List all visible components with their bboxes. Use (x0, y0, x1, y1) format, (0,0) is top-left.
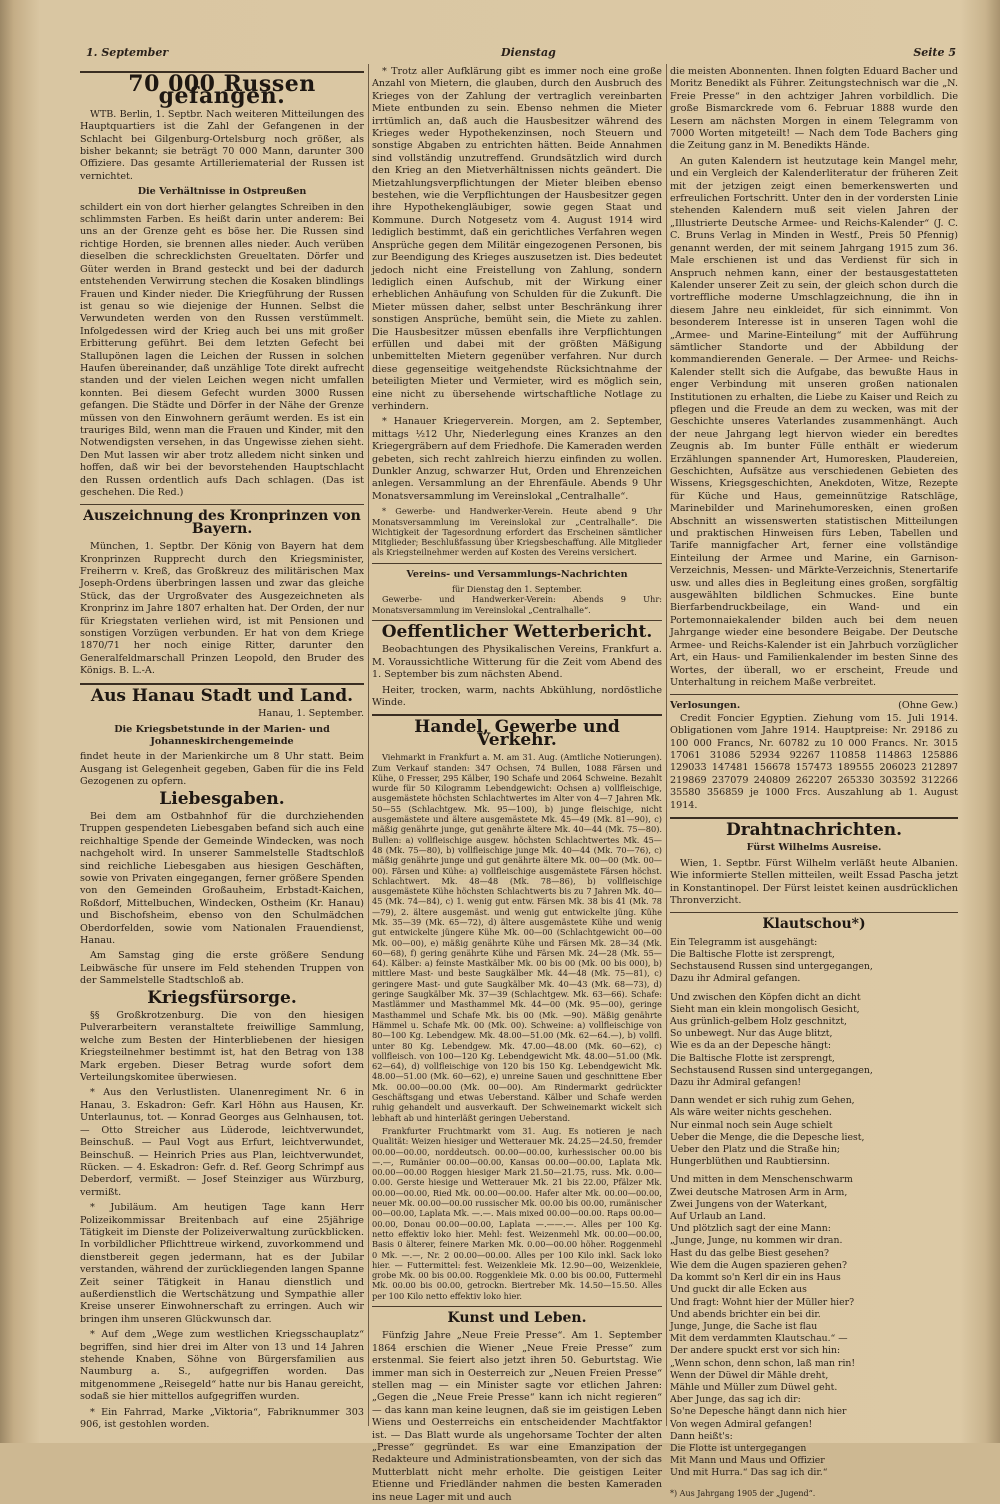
poem (670, 937, 958, 1480)
article-text: München, 1. Septbr. Der König von Bayern hat dem Kronprinzen Rupprecht durch den Kriegsminister, Freiherrn v. Kreß, das Großkreuz des militärischen Max Joseph-Ordens überbringen lassen und zwar das gleiche Stück, das der Urgroßvater des Ausgezeichneten als Kronprinz im Jahre 1807 erhalten hat. Der Orden, der nur für Kriegstaten verliehen wird, ist mit Pensionen und sonstigen Vorzügen verbunden. Er hat von dem Kriege 1870/71 her noch einige Ritter, darunter den Generalfeldmarschall Prinzen Leopold, den Bruder des Königs. B. L.-A. (80, 541, 364, 677)
article-text: Bei dem am Ostbahnhof für die durchziehenden Truppen gespendeten Liebesgaben befand sich auch eine reichhaltige Spende der Gemeinde Windecken, was noch nachgeholt wird. In unserer Sammelstelle Stadtschloß sind reichliche Liebesgaben aus hiesigen Geschäften, sowie von Privaten eingegangen, ferner größere Spenden von den Gemeinden Großauheim, Erbstadt-Kaichen, Roßdorf, Mittelbuchen, Windecken, Ostheim (Kr. Hanau) und Bischofsheim, ebenso von den Schulmädchen Oberdorfelden, sowie vom Nationalen Frauendienst, Hanau. (80, 810, 364, 946)
article-text: * Ein Fahrrad, Marke „Viktoria“, Fabriknummer 303 906, ist gestohlen worden. (80, 1406, 364, 1431)
lottery-heading (670, 700, 958, 712)
rule (80, 683, 364, 685)
headline-russen-gefangen: 70 000 Russen gefangen. (128, 71, 316, 110)
header-day: Dienstag (501, 46, 556, 59)
poem-line: Dann wendet er sich ruhig zum Gehen, (670, 1095, 855, 1107)
rule (372, 563, 662, 564)
headline-kriegsfuersorge: Kriegsfürsorge. (147, 987, 297, 1008)
article-text: Viehmarkt in Frankfurt a. M. am 31. Aug. (Amtliche Notierungen). Zum Verkauf standen: 347 Ochsen, 74 Bullen, 1088 Färsen und Kühe, 0 Fresser, 295 Kälber, 190 Schafe und 2064 Schweine. Bezahlt wurde für 50 Kilogramm Lebendgewicht: Ochsen a) vollfleischige, ausgemästete höchsten Schlachtwertes im Alter von 4—7 Jahren Mk. 50—55 (Schlachtgew. Mk. 95—100), b) junge fleischige, nicht ausgemästete und ältere ausgemästete Mk. 45—49 (Mk. 81—90), c) mäßig genährte junge, gut genährte ältere Mk. 40—44 (Mk. 75—80). Bullen: a) vollfleischige ausgew. höchsten Schlachtwertes Mk. 45—48 (Mk. 75—80), b) vollfleischige junge Mk. 40—44 (Mk. 70—76), c) mäßig genährte junge und gut genährte ältere Mk. 00—00 (Mk. 00—00). Färsen und Kühe: a) vollfleischige ausgemästete Färsen höchst. Schlachtwert. Mk. 48—48 (Mk. 78—86), b) vollfleischige ausgemästete Kühe höchsten Schlachtwerts bis zu 7 Jahren Mk. 40—45 (Mk. 74—84), c) 1. wenig gut entw. Färsen Mk. 38 bis 41 (Mk. 78—79), 2. ältere ausgemäst. und wenig gut entwickelte jüng. Kühe Mk. 35—39 (Mk. 65—72), d) ältere ausgemästete Kühe und wenig gut entwickelte jüngere Kühe Mk. 00—00 (Schlachtgewicht 00—00 Mk. 00—00), e) mäßig genährte Kühe und Färsen Mk. 28—34 (Mk. 60—68), f) gering genährte Kühe und Färsen Mk. 24—28 (Mk. 55—64). Kälber: a) feinste Mastkälber Mk. 00 bis 00 (Mk. 00 bis 000), b) mittlere Mast- und beste Saugkälber Mk. 44—48 (Mk. 75—81), c) geringere Mast- und gute Saugkälber Mk. 40—43 (Mk. 68—73), d) geringe Saugkälber Mk. 37—39 (Schlachtgew. Mk. 63—66). Schafe: Mastlämmer und Masthammel Mk. 44—00 (Mk. 95—00), geringe Masthammel und Schafe Mk. bis 00 (Mk. —90). Mäßig genährte Hämmel u. Schafe Mk. 00 (Mk. 00). Schweine: a) vollfleischige von 80—100 Kg. Lebendgew. Mk. 48.00—51.00 (Mk. 62—64.—), b) vollfl. unter 80 Kg. Lebendgew. Mk. 47.00—48.00 (Mk. 60—62), c) vollfleisch. von 100—120 Kg. Lebendgewicht Mk. 48.00—51.00 (Mk. 62—64), d) vollfleischige von 120 bis 150 Kg. Lebendgewicht Mk. 48.00—51.00 (Mk. 60—62), e) unreine Sauen und geschnittene Eber Mk. 00.00—00.00 (Mk. 00—00). Am Rindermarkt gedrückter Geschäftsgang und etwas Ueberstand. Kälber und Schafe werden ruhig gehandelt und ausverkauft. Der Schweinemarkt wickelt sich lebhaft ab und hinterläßt geringen Ueberstand. (372, 752, 662, 1123)
poem-line: Sechstausend Russen sind untergegangen, (670, 961, 873, 973)
article-text: schildert ein von dort hierher gelangtes Schreiben in den schlimmsten Farben. Es heißt darin unter anderem: Bei uns an der Grenze geht es böse her. Die Russen sind richtige Horden, sie brennen alles nieder. Auch verüben dieselben die schrecklichsten Greueltaten. Dörfer und Güter werden in Brand gesteckt und bei der dadurch entstehenden Verwirrung stechen die Kosaken blindlings Frauen und Kinder nieder. Die Kriegführung der Russen ist genau so wie diejenige der Hunnen. Selbst die Verwundeten werden von den Russen verstümmelt. Infolgedessen wird der Krieg auch bei uns mit großer Erbitterung geführt. Bei dem letzten Gefecht bei Stallupönen lagen die Leichen der Russen in solchen Haufen übereinander, daß unzählige Tote direkt aufrecht standen und der vielen Leichen wegen nicht umfallen konnten. Bei diesem Gefecht wurden 3000 Russen gefangen. Die Städte und Dörfer in der Nähe der Grenze müssen von den Einwohnern geräumt werden. Es ist ein trauriges Bild, wenn man die Frauen und Kinder, mit den Notwendigsten versehen, in das Ungewisse ziehen sieht. Den Mut lassen wir aber trotz alledem nicht sinken und hoffen, daß wir bei der bevorstehenden Hauptschlacht den Russen ordentlich aufs Dach schlagen. (Das ist geschehen. Die Red.) (80, 201, 364, 498)
poem-line: Und fragt: Wohnt hier der Müller hier? (670, 1296, 855, 1308)
poem-line: Der andere spuckt erst vor sich hin: (670, 1345, 841, 1357)
poem-line: So'ne Depesche hängt dann nich hier (670, 1406, 847, 1418)
poem-line: Hungerblüthen und Raubtiersinn. (670, 1156, 830, 1168)
headline-wetterbericht: Oeffentlicher Wetterbericht. (381, 622, 653, 642)
dateline: Hanau, 1. September. (258, 708, 364, 720)
poem-line: Aber Junge, das sag ich dir: (670, 1394, 801, 1406)
poem-line: Auf Urlaub an Land. (670, 1211, 766, 1223)
column-1 (80, 66, 364, 1431)
poem-line: Junge, Junge, die Sache ist flau (670, 1320, 818, 1332)
subheadline: Fürst Wilhelms Ausreise. (746, 842, 882, 854)
article-text: Wien, 1. Septbr. Fürst Wilhelm verläßt heute Albanien. Wie informierte Stellen mitteilen, weilt Essad Pascha jetzt in Konstantinopel. Der Fürst leistet keinen ausdrücklichen Thronverzicht. (670, 857, 958, 906)
rule (372, 714, 662, 716)
poem-line: Hast du das gelbe Biest gesehen? (670, 1247, 830, 1259)
headline-poem: Klautschou*) (762, 916, 866, 933)
poem-line: Mit dem verdammten Klautschau.“ — (670, 1333, 848, 1345)
poem-line: So unbewegt. Nur das Auge blitzt, (670, 1028, 833, 1040)
poem-line: Sechstausend Russen sind untergegangen, (670, 1064, 873, 1076)
headline-handel: Handel, Gewerbe und Verkehr. (414, 717, 620, 750)
subheadline-date: für Dienstag den 1. September. (451, 584, 582, 595)
article-text: Heiter, trocken, warm, nachts Abkühlung, nordöstliche Winde. (372, 684, 662, 709)
article-text: * Hanauer Kriegerverein. Morgen, am 2. September, mittags ½12 Uhr, Niederlegung eines Kranzes an den Kriegergräbern auf dem Friedhofe. Die Kameraden werden gebeten, sich recht zahlreich hierzu einfinden zu wollen. Dunkler Anzug, schwarzer Hut, Orden und Ehrenzeichen anlegen. Versammlung an der Ehrenfäule. Abends 9 Uhr Monatsversammlung im Vereinslokal „Centralhalle“. (372, 416, 662, 502)
subheadline: Verlosungen. (670, 700, 741, 712)
poem-line: Wie dem die Augen spazieren gehen? (670, 1259, 847, 1271)
article-text: WTB. Berlin, 1. Septbr. Nach weiteren Mitteilungen des Hauptquartiers ist die Zahl der Gefangenen in der Schlacht bei Gilgenburg-Ortelsburg noch größer, als bisher bekannt; sie beträgt 70 000 Mann, darunter 300 Offiziere. Das gesamte Artilleriematerial der Russen ist vernichtet. (80, 108, 364, 182)
poem-line: Sieht man ein klein mongolisch Gesicht, (670, 1003, 860, 1015)
poem-line: Von wegen Admiral gefangen! (670, 1418, 813, 1430)
poem-line: Wenn der Düwel dir Mähle dreht, (670, 1369, 829, 1381)
poem-line: Und plötzlich sagt der eine Mann: (670, 1223, 831, 1235)
header-page-number: Seite 5 (913, 46, 956, 59)
subheadline: Die Verhältnisse in Ostpreußen (137, 186, 307, 198)
article-text: Am Samstag ging die erste größere Sendung Leibwäsche für unsere im Feld stehenden Truppen von der Sammelstelle Stadtschloß ab. (80, 950, 364, 987)
poem-line: Als wäre weiter nichts geschehen. (670, 1107, 832, 1119)
subheadline: Vereins- und Versammlungs-Nachrichten (406, 568, 628, 580)
article-text: Gewerbe- und Handwerker-Verein: Abends 9 Uhr: Monatsversammlung im Vereinslokal „Centralhalle“. (372, 594, 662, 615)
poem-line: Ueber den Platz und die Straße hin; (670, 1144, 841, 1156)
article-text: §§ Großkrotzenburg. Die von den hiesigen Pulverarbeitern veranstaltete freiwillige Sammlung, welche zum Besten der Hinterbliebenen der hiesigen Kriegsteilnehmer bestimmt ist, hat den Betrag von 138 Mark ergeben. Dieser Betrag wurde sofort dem Verteilungskomitee überwiesen. (80, 1010, 364, 1084)
headline-kronprinz: Auszeichnung des Kronprinzen von Bayern. (83, 508, 361, 537)
poem-line: Da kommt so'n Kerl dir ein ins Haus (670, 1272, 841, 1284)
article-text: * Trotz aller Aufklärung gibt es immer noch eine große Anzahl von Mietern, die glauben, durch den Ausbruch des Krieges von der Zahlung der vertraglich vereinbarten Miete entbunden zu sein. Ebenso nehmen die Mieter irrtümlich an, daß auch die Hausbesitzer während des Krieges weder Hypothekenzinsen, noch Steuern und sonstige Abgaben zu entrichten hätten. Beide Annahmen sind vollständig unzutreffend. Grundsätzlich wird durch den Krieg an den Mietverhältnissen nichts geändert. Die Mietzahlungsverpflichtungen der Mieter bleiben ebenso bestehen, wie die Verpflichtungen der Hausbesitzer gegen ihre Hypothekengläubiger, sowie gegen Staat und Kommune. Durch Notgesetz vom 4. August 1914 wird lediglich bestimmt, daß ein gerichtliches Verfahren wegen Ansprüche gegen dem Militär eingezogenen Personen, bis zur Beendigung des Krieges auszusetzen ist. Dies bedeutet jedoch nicht eine Freistellung von Zahlung, sondern lediglich einen Aufschub, mit der Wirkung einer erheblichen Anhäufung von Schulden für die Zukunft. Die Mieter müssen daher, selbst unter Beschränkung ihrer sonstigen Ansprüche, bemüht sein, die Miete zu zahlen. Die Hausbesitzer müssen ebenfalls ihre Verpflichtungen erfüllen und dabei mit der größten Mäßigung unbemittelten Mietern gegenüber verfahren. Nur durch diese gegenseitige weitgehendste Rücksichtnahme der beteiligten Mieter und Vermieter, wird es möglich sein, eine nicht zu übersehende wirtschaftliche Notlage zu verhindern. (372, 66, 662, 412)
headline-drahtnachrichten: Drahtnachrichten. (725, 819, 903, 840)
column-rule (666, 64, 667, 1426)
poem-line: Und mit Hurra.“ Das sag ich dir.“ (670, 1467, 828, 1479)
poem-line: Aus grünlich-gelbem Holz geschnitzt, (670, 1016, 847, 1028)
rule (372, 1306, 662, 1307)
article-text: Credit Foncier Egyptien. Ziehung vom 15. Juli 1914. Obligationen vom Jahre 1914. Hauptpreise: Nr. 29186 zu 100 000 Francs, Nr. 60782 zu 10 000 Francs. Nr. 3015 17061 31086 52934 92267 110858 114863 125886 129033 147481 156678 157473 189555 206023 212897 219869 237079 240809 262207 265330 303592 312266 35580 356859 je 1000 Frcs. Auszahlung ab 1. August 1914. (670, 712, 958, 811)
column-rule (368, 64, 369, 1426)
article-text: * Jubiläum. Am heutigen Tage kann Herr Polizeikommissar Breitenbach auf eine 25jährige Tätigkeit im Dienste der Polizeiverwaltung zurückblicken. In vorbildlicher Pflichttreue wirkend, zuvorkommend und dienstbereit gegen jedermann, hat es der Jubilar verstanden, während der zurückliegenden langen Spanne Zeit seiner Tätigkeit in Hanau dienstlich und außerdienstlich die Wertschätzung und Sympathie aller Kreise unserer Einwohnerschaft zu erringen. Auch wir bringen ihm unseren Glückwunsch dar. (80, 1202, 364, 1325)
poem-line: Und zwischen den Köpfen dicht an dicht (670, 991, 861, 1003)
article-text: Beobachtungen des Physikalischen Vereins, Frankfurt a. M. Voraussichtliche Witterung für die Zeit vom Abend des 1. September bis zum nächsten Abend. (372, 644, 662, 681)
poem-line: Dazu ihr Admiral gefangen! (670, 1077, 802, 1089)
rule (670, 817, 958, 819)
poem-line: „Junge, Junge, nu kommen wir dran. (670, 1235, 843, 1247)
poem-line: Mähle und Müller zum Düwel geht. (670, 1381, 838, 1393)
poem-line: Zwei deutsche Matrosen Arm in Arm, (670, 1186, 848, 1198)
article-text: Frankfurter Fruchtmarkt vom 31. Aug. Es notieren je nach Qualität: Weizen hiesiger und Wetterauer Mk. 24.25—24.50, fremder 00.00—00.00, norddeutsch. 00.00—00.00, kurhessischer 00.00 bis —.—, Rumänier 00.00—00.00, Kansas 00.00—00.00, Laplata Mk. 00.00—00.00 Roggen hiesiger Mark 21.50—21.75, russ. Mk. 0.00—0.00. Gerste hiesige und Wetterauer Mk. 21 bis 22.00, Pfälzer Mk. 00.00—00.00, Ried Mk. 00.00—00.00. Hafer alter Mk. 00.00—00.00, neuer Mk. 00.00—00.00 russischer Mk. 00.00 bis 00.00, rumänischer 00—00.00, Laplata Mk. —.—. Mais mixed 00.00—00.00. Raps 00.00—00.00, Donau 00.00—00.00, Laplata —.——.—. Alles per 100 Kg. netto effektiv loko hier. Mehl: fest. Weizenmehl Mk. 00.00—00.00, Basis 0 älterer, feinere Marken Mk. 0.00—00.00 höher. Roggenmehl 0 Mk. —.—, Nr. 2 00.00—00.00. Alles per 100 Kilo inkl. Sack loko hier. — Futtermittel: fest. Weizenkleie Mk. 12.90—00, Weizenkleie, grobe Mk. 00 bis 00.00. Roggenkleie Mk. 0.00 bis 00.00, Futtermehl Mk. 00.00 bis 00.00, getrockn. Biertreber Mk. 14.50—15.50. Alles per 100 Kilo netto effektiv loko hier. (372, 1125, 662, 1301)
column-3 (670, 66, 958, 1498)
rule (372, 620, 662, 621)
headline-kunst-leben: Kunst und Leben. (447, 1309, 587, 1326)
poem-line: Die Baltische Flotte ist zersprengt, (670, 949, 835, 961)
header-date: 1. September (86, 46, 169, 59)
section-heading-hanau: Aus Hanau Stadt und Land. (90, 685, 354, 706)
article-text: * Auf dem „Wege zum westlichen Kriegsschauplatz“ begriffen, sind hier drei im Alter von 13 und 14 Jahren stehende Knaben, Söhne von Bürgersfamilien aus Naumburg a. S., aufgegriffen worden. Das mitgenommene „Reisegeld“ hatte nur bis Hanau gereicht, sodaß sie hier mittellos aufgegriffen wurden. (80, 1329, 364, 1403)
poem-line: Mit Mann und Maus und Offizier (670, 1455, 825, 1467)
article-text: findet heute in der Marienkirche um 8 Uhr statt. Beim Ausgang ist Gelegenheit gegeben, Gaben für die ins Feld Gezogenen zu opfern. (80, 751, 364, 788)
poem-line: Wie es da an der Depesche hängt: (670, 1040, 832, 1052)
poem-line: Zwei Jungens von der Waterkant, (670, 1198, 828, 1210)
poem-line: Dazu ihr Admiral gefangen. (670, 973, 801, 985)
subheadline: Die Kriegsbetstunde in der Marien- und Johanneskirchengemeinde (114, 723, 330, 747)
footnote: *) Aus Jahrgang 1905 der „Jugend“. (670, 1488, 816, 1498)
poem-line: „Wenn schon, denn schon, laß man rin! (670, 1357, 856, 1369)
poem-line: Ueber die Menge, die die Depesche liest, (670, 1131, 865, 1143)
poem-line: Nur einmal noch sein Auge schielt (670, 1119, 833, 1131)
rule (80, 504, 364, 505)
article-text: Fünfzig Jahre „Neue Freie Presse“. Am 1. September 1864 erschien die Wiener „Neue Freie Presse“ zum erstenmal. Sie feiert also jetzt ihren 50. Geburtstag. Wie immer man sich in Oesterreich zur „Neuen Freien Presse“ stellen mag — ein Minister sagte vor etlichen Jahren: „Gegen die „Neue Freie Presse“ kann ich nicht regieren“ — das kann man keine leugnen, daß sie im geistigen Leben Wiens und Oesterreichs ein entscheidender Machtfaktor ist. — Das Blatt wurde als ungehorsame Tochter der alten „Presse“ gegründet. Es war eine Emanzipation der Redakteure und Administrationsbeamten, von der sich das Mutterblatt nicht mehr erholte. Die geistigen Leiter Etienne und Friedländer nahmen die besten Kameraden ins neue Lager mit und auch (372, 1330, 662, 1503)
poem-line: Und guckt dir alle Ecken aus (670, 1284, 807, 1296)
rule (670, 912, 958, 913)
headline-liebesgaben: Liebesgaben. (159, 788, 285, 809)
page-header (86, 46, 956, 62)
article-text: * Gewerbe- und Handwerker-Verein. Heute abend 9 Uhr Monatsversammlung im Vereinslokal zur „Centralhalle“. Die Wichtigkeit der Tagesordnung erfordert das Erscheinen sämtlicher Mitglieder; Beschlußfassung über Kriegsbeschaffung. Alle Mitglieder als Kriegsteilnehmer werden auf Kosten des Vereins versichert. (372, 506, 662, 558)
poem-line: Und mitten in dem Menschenschwarm (670, 1174, 853, 1186)
poem-line: Ein Telegramm ist ausgehängt: (670, 936, 818, 948)
article-text: die meisten Abonnenten. Ihnen folgten Eduard Bacher und Moritz Benedikt als Führer. Zeitungstechnisch war die „N. Freie Presse“ in den achtziger Jahren vorbildlich. Die große Bismarckrede vom 6. Februar 1888 wurde den Lesern am nächsten Morgen in einem Telegramm von 7000 Worten mitgeteilt! — Nach dem Tode Bachers ging die Zeitung ganz in M. Benedikts Hände. (670, 66, 958, 152)
column-2 (372, 66, 662, 1503)
article-text: An guten Kalendern ist heutzutage kein Mangel mehr, und ein Vergleich der Kalenderliteratur der früheren Zeit mit der jetzigen zeigt einen bemerkenswerten und erfreulichen Fortschritt. Unter den in der vordersten Linie stehenden Kalendern muß seit vielen Jahren der „Illustrierte Deutsche Armee- und Reichs-Kalender“ (J. C. C. Bruns Verlag in Minden in Westf., Preis 50 Pfennig) genannt werden, der mit seinem Jahrgang 1915 zum 36. Male erschienen ist und das Verdienst für sich in Anspruch nehmen kann, einer der bestausgestatteten Kalender unserer Zeit zu sein, der gleich schon durch die vortreffliche moderne Umschlagzeichnung, die ihn in diesem Jahre neu einkleidet, für sich einnimmt. Von besonderem Interesse ist in unseren Tagen wohl die „Armee- und Marine-Einteilung“ mit der Aufführung sämtlicher Standorte und der Abbildung der kommandierenden Generale. — Der Armee- und Reichs-Kalender stellt sich die Aufgabe, das bewußte Haus in enger Verbindung mit unseren großen nationalen Institutionen zu erhalten, die Liebe zu Kaiser und Reich zu pflegen und die Freude an dem zu wecken, was mit der Geschichte unseres Vaterlandes zusammenhängt. Auch der neue Jahrgang legt hiervon wieder ein beredtes Zeugnis ab. Im bunter Fülle enthält er wiederum Erzählungen spannender Art, Humoresken, Plaudereien, Geschichten, Aufsätze aus verschiedenen Gebieten des Wissens, Kriegsgeschichten, Anekdoten, Witze, Rezepte für Küche und Haus, gemeinnützige Ratschläge, Marinebilder und Marinehumoresken, einen großen Abschnitt an wissenswerten statistischen Mitteilungen und praktischen Hinweisen fürs Leben, Tabellen und Tarife mannigfacher Art, ferner eine vollständige Einteilung der Armee und Marine, ein Garnison-Verzeichnis, Messen- und Märkte-Verzeichnis, Stenertarife usw. und alles dies in Begleitung eines großen, sorgfältig ausgewählten bildlichen Schmuckes. Eine bunte Bierfarbendruckbeilage, ein Wand- und ein Portemonnaiekalender bilden auch bei dem neuen Jahrgange wieder eine besondere Beigabe. Der Deutsche Armee- und Reichs-Kalender ist ein Jahrbuch vorzüglicher Art, ein Haus- und Familienkalender im besten Sinne des Wortes, der überall, wo er erscheint, Freude und Unterhaltung in reichem Maße verbreitet. (670, 155, 958, 688)
article-text: * Aus den Verlustlisten. Ulanenregiment Nr. 6 in Hanau, 3. Eskadron: Gefr. Karl Höhn aus Hausen, Kr. Unterlaunus, tot. — Konrad Georges aus Gelnhausen, tot. — Otto Streicher aus Lüderode, leichtverwundet, Beinschuß. — Paul Vogt aus Erfurt, leichtverwundet, Beinschuß. — Heinrich Pries aus Plan, leichtverwundet, Rücken. — 4. Eskadron: Gefr. d. Ref. Georg Schrimpf aus Deberdorf, vermißt. — Josef Steinziger aus Würzburg, vermißt. (80, 1087, 364, 1198)
rule (670, 694, 958, 695)
poem-line: Die Baltische Flotte ist zersprengt, (670, 1052, 835, 1064)
subheadline-note: (Ohne Gew.) (898, 700, 958, 712)
poem-line: Und abends brichter ein bei dir. (670, 1308, 821, 1320)
poem-line: Dann heißt's: (670, 1430, 733, 1442)
poem-line: Die Flotte ist untergegangen (670, 1442, 807, 1454)
